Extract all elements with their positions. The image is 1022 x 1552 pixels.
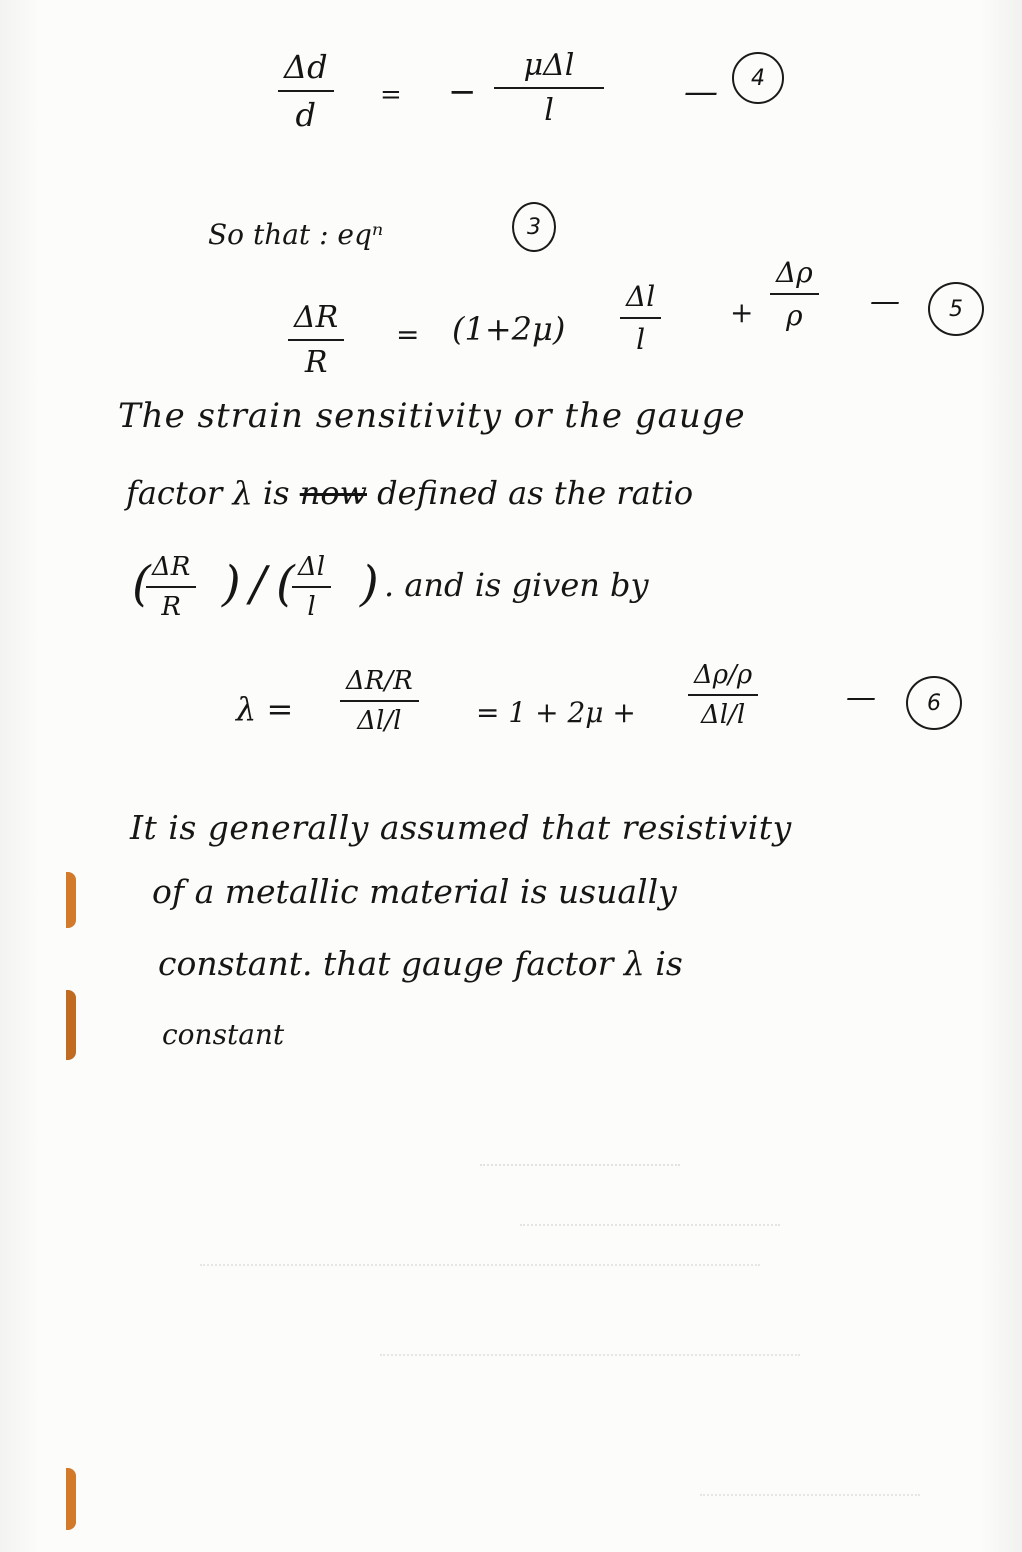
para1-line2-end: defined as the ratio — [377, 474, 694, 512]
ratio-b-fraction — [292, 552, 331, 622]
binder-mark-3 — [66, 1468, 76, 1530]
bleed-through-2 — [520, 1210, 780, 1226]
eq5-dash: — — [870, 284, 900, 319]
fraction-bar — [292, 586, 331, 588]
eq4-minus: − — [448, 72, 477, 112]
eq5-lhs-fraction — [288, 300, 344, 380]
ratio-b-denominator: l — [307, 592, 316, 622]
ratio-slash: / — [250, 556, 267, 612]
para2-line4: constant — [162, 1018, 285, 1051]
para1-line1: The strain sensitivity or the gauge — [118, 396, 746, 436]
eq5-dl-denominator: l — [636, 323, 646, 356]
ratio-b-numerator: Δl — [298, 552, 326, 582]
eq6-first-fraction — [340, 666, 419, 736]
eq4-lhs-denominator: d — [295, 96, 317, 134]
eq4-equals: = — [380, 80, 402, 110]
fraction-bar — [688, 694, 758, 696]
ratio-open-paren-a: ( — [132, 556, 151, 612]
para2-line1: It is generally assumed that resistivity — [130, 808, 792, 847]
eq5-lhs-numerator: ΔR — [294, 300, 339, 335]
eq5-plus: + — [730, 296, 754, 329]
para2-line2: of a metallic material is usually — [152, 872, 677, 911]
eq4-dash: — — [684, 72, 718, 112]
fraction-bar — [770, 293, 819, 295]
para1-line3-tail: . and is given by — [384, 566, 649, 604]
eq4-rhs-denominator: l — [544, 93, 554, 128]
eq6-first-denominator: Δl/l — [357, 706, 402, 736]
eq4-rhs-fraction — [494, 48, 604, 128]
ratio-a-denominator: R — [161, 592, 181, 622]
para2-line3: constant. that gauge factor λ is — [158, 944, 683, 983]
fraction-bar — [620, 317, 661, 319]
fraction-bar — [278, 90, 334, 92]
binder-mark-2 — [66, 990, 76, 1060]
eq5-drho-denominator: ρ — [786, 299, 803, 332]
eq6-second-denominator: Δl/l — [700, 700, 746, 730]
eq5-label-circle: 5 — [928, 282, 984, 336]
fraction-bar — [340, 700, 419, 702]
ratio-open-paren-b: ( — [276, 556, 295, 612]
ratio-a-numerator: ΔR — [152, 552, 191, 582]
bleed-through-4 — [380, 1340, 800, 1356]
fraction-bar — [288, 339, 344, 341]
eq6-first-numerator: ΔR/R — [346, 666, 413, 696]
para1-strikethrough-word: now — [299, 474, 367, 512]
eq6-second-numerator: Δρ/ρ — [694, 660, 753, 690]
fraction-bar — [494, 87, 604, 89]
bleed-through-3 — [200, 1250, 760, 1266]
eq6-lhs: λ = — [236, 690, 294, 728]
eq5-drho-fraction — [770, 256, 819, 332]
eq5-dl-numerator: Δl — [626, 280, 656, 313]
eq4-lhs-numerator: Δd — [284, 48, 328, 86]
so-that-line: So that : eqⁿ — [208, 218, 384, 251]
eq6-middle: = 1 + 2μ + — [476, 696, 636, 729]
eq4-label-circle: 4 — [732, 52, 784, 104]
ratio-a-fraction — [146, 552, 196, 622]
eq5-dl-fraction — [620, 280, 661, 356]
eq6-second-fraction — [688, 660, 758, 730]
ratio-close-paren-b: ) — [360, 556, 379, 612]
eq4-lhs-fraction — [278, 48, 334, 134]
eq5-lhs-denominator: R — [304, 345, 328, 380]
eq6-dash: — — [846, 680, 876, 715]
ratio-close-paren-a: ) — [222, 556, 241, 612]
eq4-rhs-numerator: μΔl — [523, 48, 575, 83]
eq3-ref-circle: 3 — [512, 202, 556, 252]
eq5-coefficient: (1+2μ) — [452, 310, 566, 348]
fraction-bar — [146, 586, 196, 588]
para1-line2 — [126, 474, 693, 512]
bleed-through-1 — [480, 1150, 680, 1166]
binder-mark-1 — [66, 872, 76, 928]
eq5-equals: = — [396, 318, 420, 351]
bleed-through-5 — [700, 1480, 920, 1496]
eq5-drho-numerator: Δρ — [776, 256, 813, 289]
eq6-label-circle: 6 — [906, 676, 962, 730]
para1-line2-start: factor λ is — [126, 474, 290, 512]
